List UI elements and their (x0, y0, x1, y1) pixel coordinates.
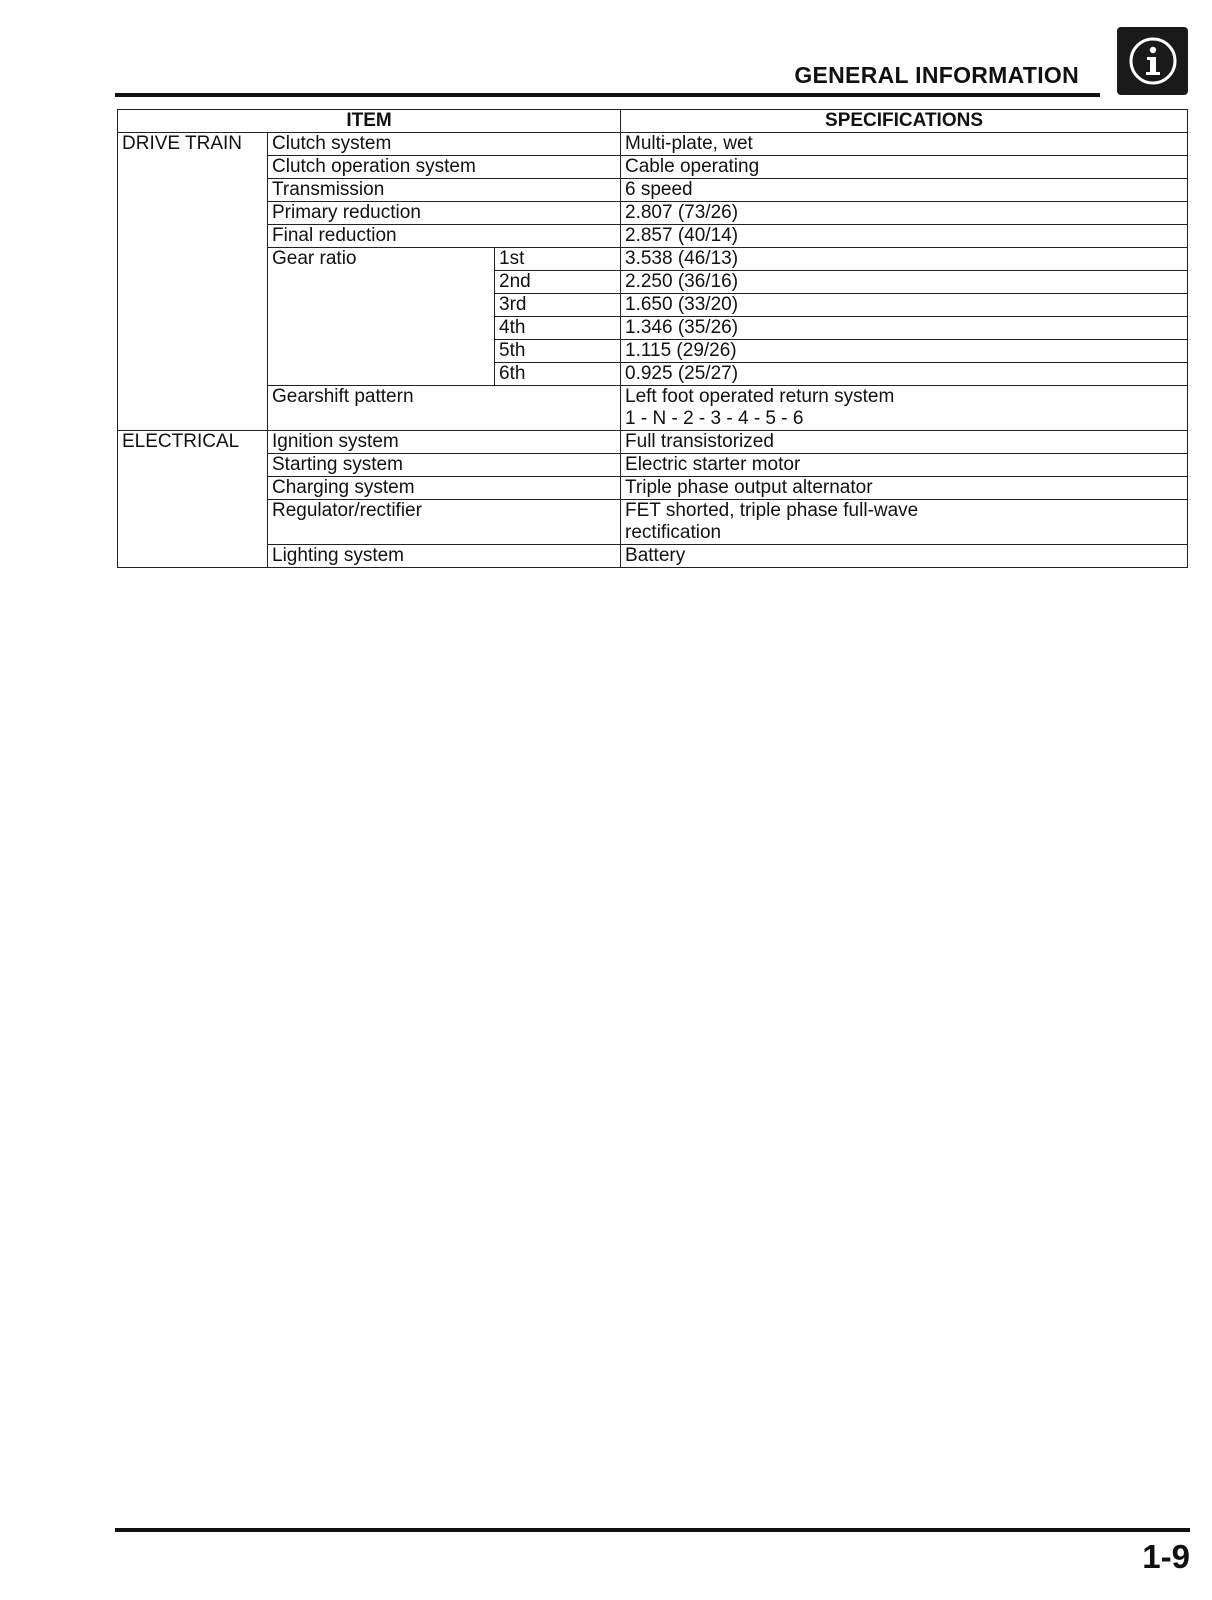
table-row (118, 477, 1188, 500)
table-row (118, 386, 1188, 431)
category-electrical: ELECTRICAL (118, 431, 268, 568)
spec-line: 1 - N - 2 - 3 - 4 - 5 - 6 (625, 408, 804, 429)
spec-value: 2.857 (40/14) (621, 225, 1188, 248)
spec-value: Electric starter motor (621, 454, 1188, 477)
gear-label: 1st (495, 248, 621, 271)
spec-value: Battery (621, 545, 1188, 568)
table-row (118, 248, 1188, 271)
table-header-row (118, 110, 1188, 133)
item-label: Clutch system (268, 133, 621, 156)
spec-value (621, 386, 1188, 431)
spec-line: FET shorted, triple phase full-wave (625, 500, 919, 521)
spec-value: Full transistorized (621, 431, 1188, 454)
spec-value (621, 500, 1188, 545)
page-number: 1-9 (1142, 1538, 1190, 1575)
item-label: Charging system (268, 477, 621, 500)
spec-value: 0.925 (25/27) (621, 363, 1188, 386)
table-row (118, 133, 1188, 156)
gear-label: 4th (495, 317, 621, 340)
item-label: Starting system (268, 454, 621, 477)
item-label: Transmission (268, 179, 621, 202)
table-row (118, 454, 1188, 477)
spec-value: 2.250 (36/16) (621, 271, 1188, 294)
col-header-specifications: SPECIFICATIONS (621, 110, 1188, 133)
gear-label: 3rd (495, 294, 621, 317)
item-label: Ignition system (268, 431, 621, 454)
info-icon-glyph (1127, 35, 1179, 87)
item-label: Regulator/rectifier (268, 500, 621, 545)
table-row (118, 545, 1188, 568)
col-header-item: ITEM (118, 110, 621, 133)
spec-value: Triple phase output alternator (621, 477, 1188, 500)
spec-table (117, 109, 1188, 568)
table-row (118, 500, 1188, 545)
table-row (118, 179, 1188, 202)
spec-value: Multi-plate, wet (621, 133, 1188, 156)
gear-label: 2nd (495, 271, 621, 294)
spec-value: 2.807 (73/26) (621, 202, 1188, 225)
spec-value: 1.115 (29/26) (621, 340, 1188, 363)
item-label: Final reduction (268, 225, 621, 248)
category-drive-train: DRIVE TRAIN (118, 133, 268, 431)
section-title: GENERAL INFORMATION (794, 62, 1079, 88)
header-rule (115, 93, 1100, 97)
spec-line: rectification (625, 522, 722, 543)
item-label: Primary reduction (268, 202, 621, 225)
spec-value: 6 speed (621, 179, 1188, 202)
table-row (118, 225, 1188, 248)
table-row (118, 202, 1188, 225)
spec-value: 3.538 (46/13) (621, 248, 1188, 271)
item-label: Clutch operation system (268, 156, 621, 179)
gear-label: 6th (495, 363, 621, 386)
table-row (118, 431, 1188, 454)
footer-rule (115, 1528, 1190, 1532)
spec-value: 1.650 (33/20) (621, 294, 1188, 317)
spec-value: 1.346 (35/26) (621, 317, 1188, 340)
spec-line: Left foot operated return system (625, 386, 895, 407)
spec-value: Cable operating (621, 156, 1188, 179)
info-icon (1117, 27, 1188, 95)
item-label: Gearshift pattern (268, 386, 621, 431)
item-label: Gear ratio (268, 248, 495, 386)
item-label: Lighting system (268, 545, 621, 568)
gear-label: 5th (495, 340, 621, 363)
table-row (118, 156, 1188, 179)
